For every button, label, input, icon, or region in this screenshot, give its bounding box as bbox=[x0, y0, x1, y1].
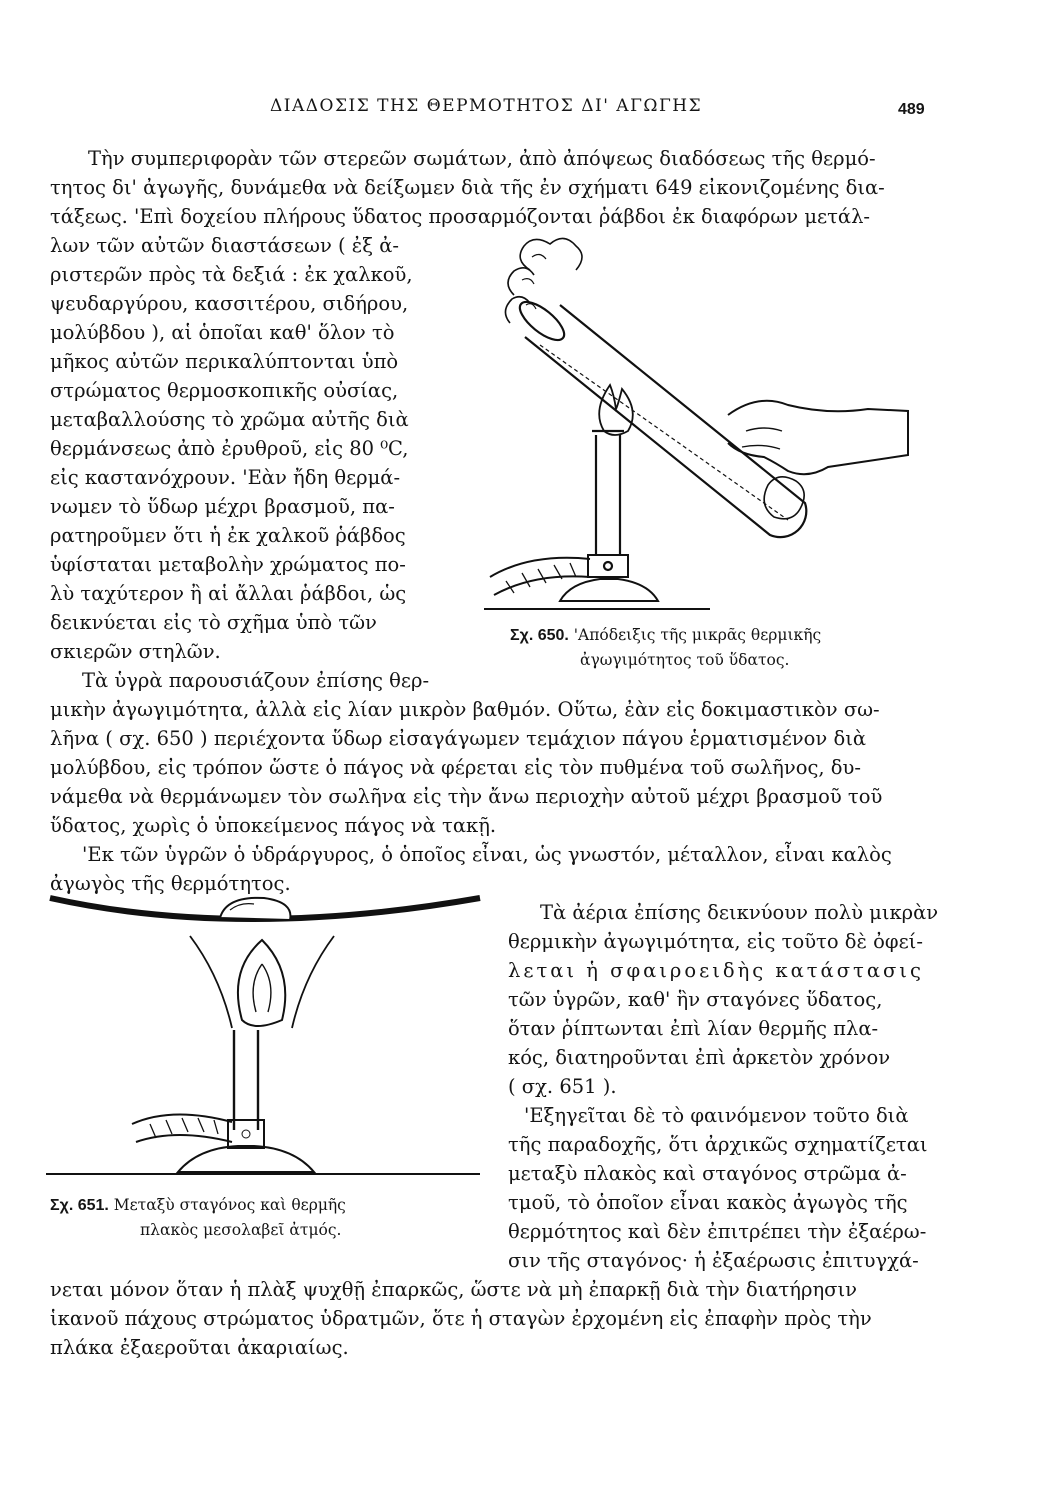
text-line: στρώματος θερμοσκοπικῆς οὐσίας, bbox=[50, 379, 399, 402]
running-title: ΔΙΑΔΟΣΙΣ ΤΗΣ ΘΕΡΜΟΤΗΤΟΣ ΔΙ' ΑΓΩΓΗΣ bbox=[270, 96, 703, 116]
text-line: μεταβαλλούσης τὸ χρῶμα αὐτῆς διὰ bbox=[50, 408, 409, 431]
text-line: νεται μόνον ὅταν ἡ πλὰξ ψυχθῇ ἐπαρκῶς, ὥστε νὰ μὴ ἐπαρκῇ διὰ τὴν διατήρησιν bbox=[50, 1278, 857, 1301]
text-line: ὅταν ῥίπτωνται ἐπὶ λίαν θερμῆς πλα- bbox=[508, 1017, 879, 1040]
figure-651-caption-line2: πλακὸς μεσολαβεῖ ἀτμός. bbox=[140, 1221, 342, 1239]
text-line: ἱκανοῦ πάχους στρώματος ὑδρατμῶν, ὅτε ἡ σταγὼν ἐρχομένη εἰς ἐπαφὴν πρὸς τὴν bbox=[50, 1307, 872, 1330]
text-line: ἀγωγὸς τῆς θερμότητος. bbox=[50, 872, 291, 895]
text-line: λων τῶν αὐτῶν διαστάσεων ( ἐξ ἀ- bbox=[50, 234, 399, 257]
figure-651-caption-line1: Μεταξὺ σταγόνος καὶ θερμῆς bbox=[113, 1196, 346, 1214]
text-line: ρατηροῦμεν ὅτι ἡ ἐκ χαλκοῦ ῥάβδος bbox=[50, 524, 406, 547]
text-line: τῶν ὑγρῶν, καθ' ἣν σταγόνες ὕδατος, bbox=[508, 988, 883, 1011]
figure-651-hot-plate-illustration bbox=[40, 880, 490, 1180]
text-line: σιν τῆς σταγόνος· ἡ ἐξαέρωσις ἐπιτυγχά- bbox=[508, 1249, 919, 1272]
text-line: δεικνύεται εἰς τὸ σχῆμα ὑπὸ τῶν bbox=[50, 611, 377, 634]
text-line: μολύβδου, εἰς τρόπον ὥστε ὁ πάγος νὰ φέρεται εἰς τὸν πυθμένα τοῦ σωλῆνος, δυ- bbox=[50, 756, 861, 779]
text-line: σκιερῶν στηλῶν. bbox=[50, 640, 221, 663]
text-line: τμοῦ, τὸ ὁποῖον εἶναι κακὸς ἀγωγὸς τῆς bbox=[508, 1191, 908, 1214]
text-line: μικὴν ἀγωγιμότητα, ἀλλὰ εἰς λίαν μικρὸν βαθμόν. Οὕτω, ἐὰν εἰς δοκιμαστικὸν σω- bbox=[50, 698, 880, 721]
text-line: 'Εξηγεῖται δὲ τὸ φαινόμενον τοῦτο διὰ bbox=[524, 1104, 909, 1127]
text-line: Τὰ ἀέρια ἐπίσης δεικνύουν πολὺ μικρὰν bbox=[540, 901, 939, 924]
text-line: μολύβδου ), αἱ ὁποῖαι καθ' ὅλον τὸ bbox=[50, 321, 395, 344]
text-line: τάξεως. 'Επὶ δοχείου πλήρους ὕδατος προσαρμόζονται ῥάβδοι ἐκ διαφόρων μετάλ- bbox=[50, 205, 871, 228]
text-line: κός, διατηροῦνται ἐπὶ ἀρκετὸν χρόνον bbox=[508, 1046, 891, 1069]
text-line: ( σχ. 651 ). bbox=[508, 1075, 617, 1098]
text-line: τητος δι' ἀγωγῆς, δυνάμεθα νὰ δείξωμεν διὰ τῆς ἐν σχήματι 649 εἰκονιζομένης δια- bbox=[50, 176, 885, 199]
text-line: νωμεν τὸ ὕδωρ μέχρι βρασμοῦ, πα- bbox=[50, 495, 395, 518]
text-line: εἰς καστανόχρουν. 'Εὰν ἤδη θερμά- bbox=[50, 466, 401, 489]
text-line: Τὴν συμπεριφορὰν τῶν στερεῶν σωμάτων, ἀπὸ ἀπόψεως διαδόσεως τῆς θερμό- bbox=[88, 147, 876, 170]
page-number: 489 bbox=[898, 101, 925, 118]
figure-650-caption-line2: ἀγωγιμότητος τοῦ ὕδατος. bbox=[580, 651, 790, 669]
text-line: πλάκα ἐξαεροῦται ἀκαριαίως. bbox=[50, 1336, 349, 1359]
text-line: ὕδατος, χωρὶς ὁ ὑποκείμενος πάγος νὰ τακῇ. bbox=[50, 814, 497, 837]
text-line: μῆκος αὐτῶν περικαλύπτονται ὑπὸ bbox=[50, 350, 399, 373]
text-line: 'Εκ τῶν ὑγρῶν ὁ ὑδράργυρος, ὁ ὁποῖος εἶναι, ὡς γνωστόν, μέταλλον, εἶναι καλὸς bbox=[82, 843, 892, 866]
text-line: θερμικὴν ἀγωγιμότητα, εἰς τοῦτο δὲ ὀφεί- bbox=[508, 930, 923, 953]
figure-650-label: Σχ. 650. bbox=[510, 627, 569, 644]
figure-651-caption bbox=[50, 1195, 346, 1216]
text-line: Τὰ ὑγρὰ παρουσιάζουν ἐπίσης θερ- bbox=[82, 669, 430, 692]
text-line: νάμεθα νὰ θερμάνωμεν τὸν σωλῆνα εἰς τὴν ἄνω περιοχὴν αὐτοῦ μέχρι βρασμοῦ τοῦ bbox=[50, 785, 883, 808]
figure-650-caption-line1: 'Απόδειξις τῆς μικρᾶς θερμικῆς bbox=[573, 626, 822, 644]
text-line: ὑφίσταται μεταβολὴν χρώματος πο- bbox=[50, 553, 406, 576]
text-line: λὺ ταχύτερον ἢ αἱ ἄλλαι ῥάβδοι, ὡς bbox=[50, 582, 407, 605]
figure-650-test-tube-illustration bbox=[470, 235, 930, 625]
text-line: λεται ἡ σφαιροειδὴς κατάστασις bbox=[508, 959, 924, 982]
text-line: τῆς παραδοχῆς, ὅτι ἀρχικῶς σχηματίζεται bbox=[508, 1133, 928, 1156]
text-line: ριστερῶν πρὸς τὰ δεξιά : ἐκ χαλκοῦ, bbox=[50, 263, 413, 286]
text-line: θερμάνσεως ἀπὸ ἐρυθροῦ, εἰς 80 ⁰C, bbox=[50, 437, 409, 460]
text-line: ψευδαργύρου, κασσιτέρου, σιδήρου, bbox=[50, 292, 409, 315]
text-line: μεταξὺ πλακὸς καὶ σταγόνος στρῶμα ἀ- bbox=[508, 1162, 907, 1185]
text-line: λῆνα ( σχ. 650 ) περιέχοντα ὕδωρ εἰσαγάγωμεν τεμάχιον πάγου ἑρματισμένον διὰ bbox=[50, 727, 867, 750]
figure-651-label: Σχ. 651. bbox=[50, 1197, 109, 1214]
figure-650-caption bbox=[510, 625, 821, 646]
text-line: θερμότητος καὶ δὲν ἐπιτρέπει τὴν ἐξαέρω- bbox=[508, 1220, 927, 1243]
